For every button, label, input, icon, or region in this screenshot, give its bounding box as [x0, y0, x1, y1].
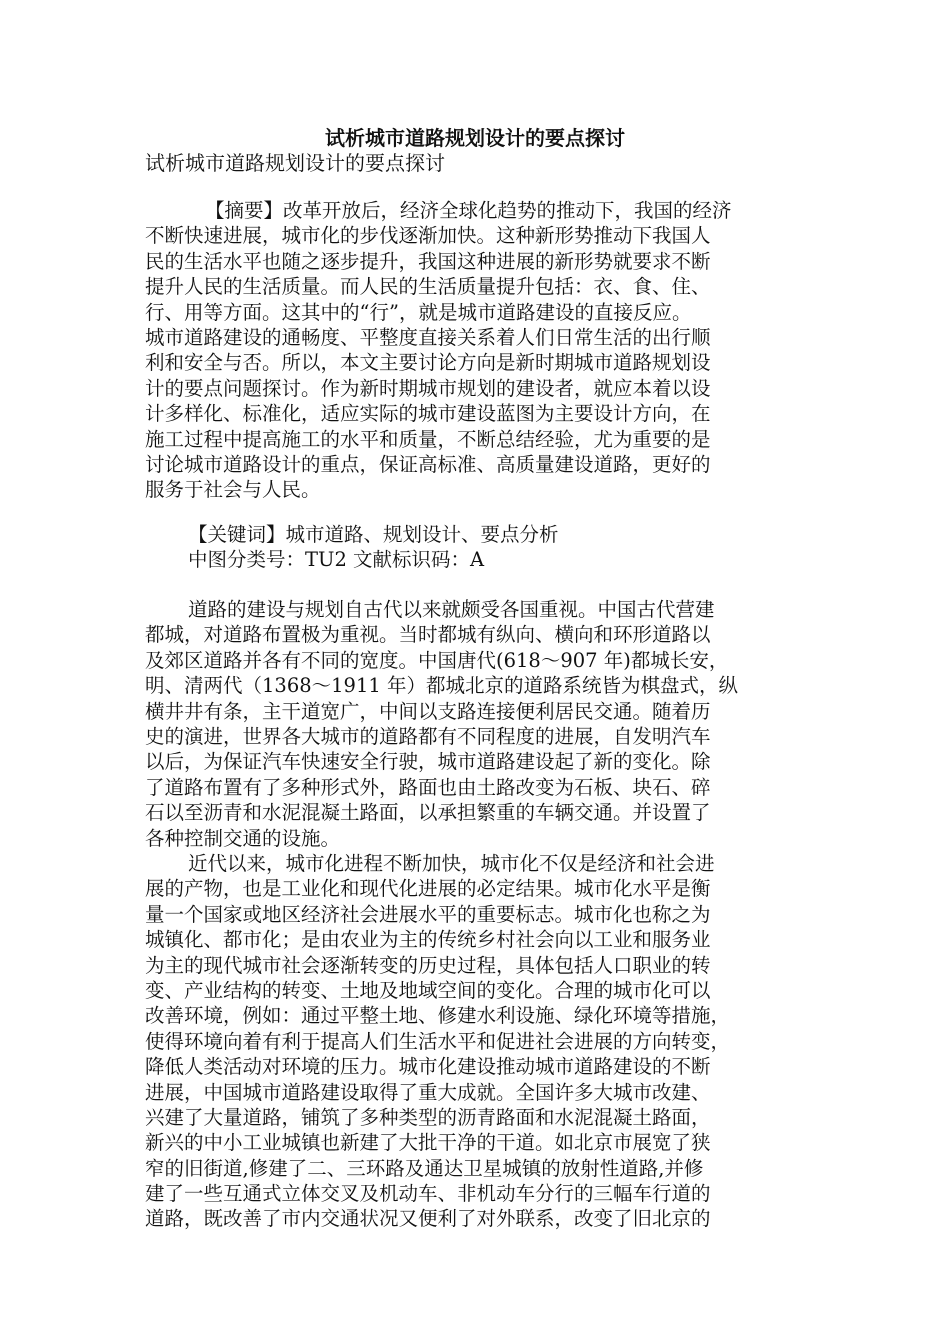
abstract-line: 服务于社会与人民。: [145, 478, 321, 502]
paragraph-line: 及郊区道路并各有不同的宽度。中国唐代(618～907 年)都城长安，: [145, 648, 729, 672]
body-paragraph-2: [145, 851, 825, 1232]
abstract-line: 行、用等方面。这其中的“行”，就是城市道路建设的直接反应。: [145, 300, 692, 324]
abstract-line: 施工过程中提高施工的水平和质量，不断总结经验，尤为重要的是: [145, 427, 711, 451]
paragraph-line: 以后，为保证汽车快速安全行驶，城市道路建设起了新的变化。除: [145, 750, 711, 774]
paragraph-line: 新兴的中小工业城镇也新建了大批干净的干道。如北京市展宽了狭: [145, 1131, 711, 1155]
paragraph-line: 石以至沥青和水泥混凝土路面，以承担繁重的车辆交通。并设置了: [145, 801, 711, 825]
paragraph-line: 各种控制交通的设施。: [145, 826, 341, 850]
abstract-section: [145, 198, 825, 503]
body-paragraph-1: [145, 597, 825, 851]
abstract-line: 【摘要】改革开放后，经济全球化趋势的推动下，我国的经济: [205, 199, 732, 222]
abstract-line: 利和安全与否。所以，本文主要讨论方向是新时期城市道路规划设: [145, 351, 711, 375]
paragraph-line: 窄的旧街道,修建了二、三环路及通达卫星城镇的放射性道路,并修: [145, 1156, 704, 1180]
keywords-section: [145, 522, 825, 573]
paragraph-line: 明、清两代（1368～1911 年）都城北京的道路系统皆为棋盘式，纵: [145, 674, 738, 698]
paragraph-line: 道路的建设与规划自古代以来就颇受各国重视。中国古代营建: [188, 598, 715, 621]
paragraph-line: 变、产业结构的转变、土地及地域空间的变化。合理的城市化可以: [145, 978, 711, 1002]
abstract-line: 城市道路建设的通畅度、平整度直接关系着人们日常生活的出行顺: [145, 325, 711, 349]
paragraph-line: 展的产物，也是工业化和现代化进展的必定结果。城市化水平是衡: [145, 877, 711, 901]
abstract-line: 提升人民的生活质量。而人民的生活质量提升包括：衣、食、住、: [145, 275, 711, 299]
paragraph-line: 了道路布置有了多种形式外，路面也由土路改变为石板、块石、碎: [145, 775, 711, 799]
paragraph-line: 建了一些互通式立体交叉及机动车、非机动车分行的三幅车行道的: [145, 1182, 711, 1206]
paragraph-line: 横井井有条，主干道宽广，中间以支路连接便利居民交通。随着历: [145, 699, 711, 723]
paragraph-line: 兴建了大量道路，铺筑了多种类型的沥青路面和水泥混凝土路面，: [145, 1105, 711, 1129]
abstract-line: 不断快速进展，城市化的步伐逐渐加快。这种新形势推动下我国人: [145, 224, 711, 248]
paragraph-line: 近代以来，城市化进程不断加快，城市化不仅是经济和社会进: [188, 852, 715, 875]
abstract-line: 民的生活水平也随之逐步提升，我国这种进展的新形势就要求不断: [145, 249, 711, 273]
paragraph-line: 降低人类活动对环境的压力。城市化建设推动城市道路建设的不断: [145, 1055, 711, 1079]
paragraph-line: 为主的现代城市社会逐渐转变的历史过程，具体包括人口职业的转: [145, 953, 711, 977]
paragraph-line: 城镇化、都市化；是由农业为主的传统乡村社会向以工业和服务业: [145, 928, 711, 952]
document-subtitle: 试析城市道路规划设计的要点探讨: [145, 151, 445, 175]
keywords-line: 【关键词】城市道路、规划设计、要点分析: [188, 523, 559, 546]
paragraph-line: 进展，中国城市道路建设取得了重大成就。全国许多大城市改建、: [145, 1080, 711, 1104]
paragraph-line: 史的演进，世界各大城市的道路都有不同程度的进展，自发明汽车: [145, 724, 711, 748]
abstract-line: 计的要点问题探讨。作为新时期城市规划的建设者，就应本着以设: [145, 376, 711, 400]
abstract-line: 讨论城市道路设计的重点，保证高标准、高质量建设道路，更好的: [145, 452, 711, 476]
document-title: 试析城市道路规划设计的要点探讨: [325, 126, 625, 150]
paragraph-line: 使得环境向着有利于提高人们生活水平和促进社会进展的方向转变，: [145, 1029, 731, 1053]
classification-line: 中图分类号：TU2 文献标识码：A: [188, 548, 485, 572]
paragraph-line: 改善环境，例如：通过平整土地、修建水利设施、绿化环境等措施，: [145, 1004, 731, 1028]
paragraph-line: 道路，既改善了市内交通状况又便利了对外联系，改变了旧北京的: [145, 1207, 711, 1231]
paragraph-line: 都城，对道路布置极为重视。当时都城有纵向、横向和环形道路以: [145, 623, 711, 647]
paragraph-line: 量一个国家或地区经济社会进展水平的重要标志。城市化也称之为: [145, 902, 711, 926]
abstract-line: 计多样化、标准化，适应实际的城市建设蓝图为主要设计方向，在: [145, 402, 711, 426]
